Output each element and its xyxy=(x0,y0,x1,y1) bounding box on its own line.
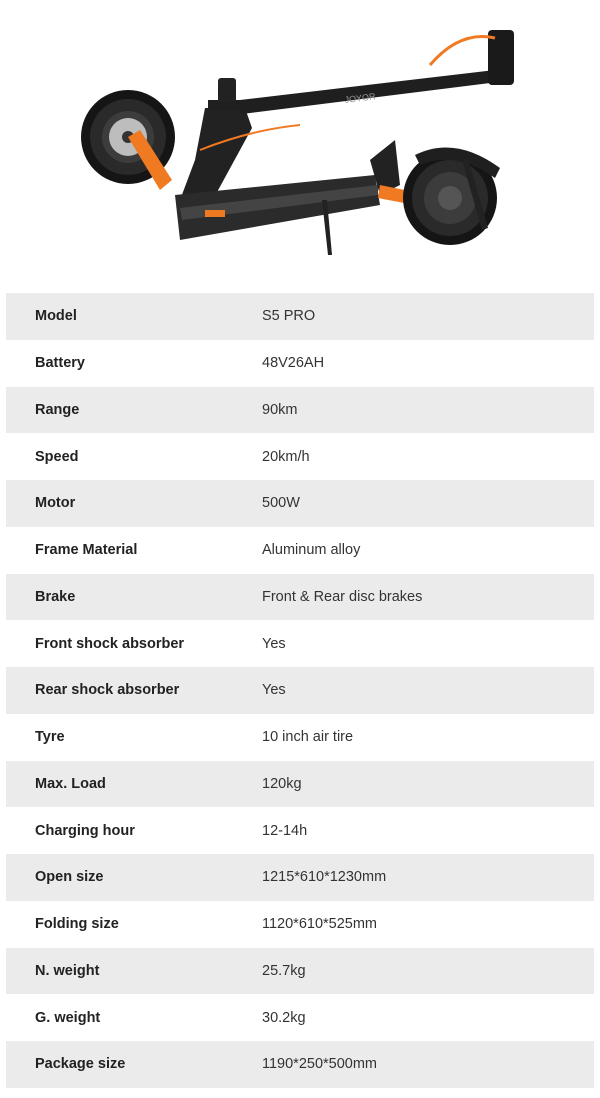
spec-value: 1190*250*500mm xyxy=(262,1056,378,1073)
spec-row xyxy=(6,387,594,434)
spec-row xyxy=(6,994,594,1041)
scooter-illustration xyxy=(0,0,600,290)
spec-row xyxy=(6,807,594,854)
spec-label: Rear shock absorber xyxy=(35,682,180,699)
spec-label: Front shock absorber xyxy=(35,635,185,652)
spec-row xyxy=(6,1041,594,1088)
spec-value: 500W xyxy=(262,495,300,512)
spec-row xyxy=(6,761,594,808)
spec-value: Yes xyxy=(262,682,286,699)
spec-label: Motor xyxy=(35,495,76,512)
spec-label: Charging hour xyxy=(35,822,135,839)
spec-row xyxy=(6,948,594,995)
spec-label: Battery xyxy=(35,355,85,372)
spec-label: G. weight xyxy=(35,1009,101,1026)
spec-label: N. weight xyxy=(35,962,100,979)
spec-row xyxy=(6,854,594,901)
spec-row xyxy=(6,667,594,714)
spec-row xyxy=(6,620,594,667)
spec-row xyxy=(6,293,594,340)
brand-mark: JOYOR xyxy=(344,91,377,105)
spec-label: Frame Material xyxy=(35,542,138,559)
spec-row xyxy=(6,901,594,948)
spec-value: S5 PRO xyxy=(262,308,316,325)
spec-value: Yes xyxy=(262,635,286,652)
spec-value: Front & Rear disc brakes xyxy=(262,588,423,605)
spec-label: Open size xyxy=(35,869,104,886)
spec-label: Brake xyxy=(35,588,76,605)
spec-value: Aluminum alloy xyxy=(262,542,361,559)
spec-label: Model xyxy=(35,308,77,325)
spec-label: Max. Load xyxy=(35,775,106,792)
spec-row xyxy=(6,433,594,480)
spec-value: 20km/h xyxy=(262,448,310,465)
spec-row xyxy=(6,527,594,574)
product-image xyxy=(0,0,600,290)
spec-row xyxy=(6,480,594,527)
spec-value: 90km xyxy=(262,401,298,418)
spec-value: 25.7kg xyxy=(262,962,306,979)
spec-value: 1120*610*525mm xyxy=(262,916,378,933)
spec-value: 12-14h xyxy=(262,822,308,839)
spec-value: 48V26AH xyxy=(262,355,325,372)
spec-value: 30.2kg xyxy=(262,1009,306,1026)
spec-label: Range xyxy=(35,401,80,418)
spec-row xyxy=(6,340,594,387)
spec-label: Tyre xyxy=(35,729,65,746)
spec-label: Folding size xyxy=(35,916,119,933)
spec-value: 1215*610*1230mm xyxy=(262,869,387,886)
spec-row xyxy=(6,714,594,761)
spec-label: Package size xyxy=(35,1056,126,1073)
spec-label: Speed xyxy=(35,448,79,465)
spec-value: 120kg xyxy=(262,775,302,792)
spec-value: 10 inch air tire xyxy=(262,729,354,746)
spec-table xyxy=(6,293,594,1088)
spec-row xyxy=(6,574,594,621)
